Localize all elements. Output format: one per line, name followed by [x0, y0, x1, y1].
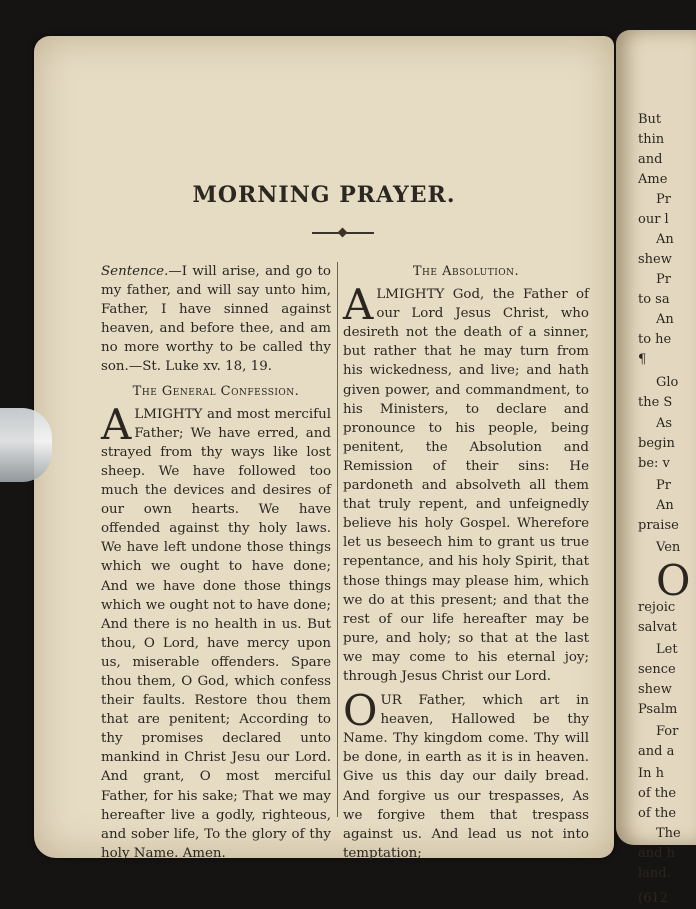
facing-page-line: to he: [638, 332, 672, 347]
facing-page-line: As: [656, 416, 673, 431]
confession-paragraph: [101, 399, 331, 863]
facing-page-line: of the: [638, 786, 677, 801]
facing-page-line: In h: [638, 766, 665, 781]
facing-page-line: and h: [638, 846, 675, 861]
facing-page-line: begin: [638, 436, 675, 451]
facing-page-line: shew: [638, 252, 672, 267]
facing-page-line: (612: [638, 891, 668, 906]
right-column: [343, 262, 589, 863]
facing-page-line: Psalm: [638, 702, 678, 717]
facing-page-line: An: [656, 498, 674, 513]
facing-page-line: to sa: [638, 292, 670, 307]
absolution-paragraph: [343, 280, 589, 686]
facing-page-line: praise: [638, 518, 679, 533]
facing-page-line: An: [656, 232, 674, 247]
sentence-label: Sentence.: [101, 264, 169, 279]
facing-page-line: Let: [656, 642, 678, 657]
facing-page-line: For: [656, 724, 679, 739]
page-title: MORNING PRAYER.: [192, 182, 456, 208]
facing-page-line: Ame: [638, 172, 668, 187]
column-divider: [337, 262, 338, 817]
facing-page-line: and: [638, 152, 663, 167]
facing-page-line: Pr: [656, 478, 671, 493]
facing-page-line: rejoic: [638, 600, 676, 615]
facing-page-line: and a: [638, 744, 675, 759]
facing-page-line: sence: [638, 662, 676, 677]
facing-page-line: shew: [638, 682, 672, 697]
sentence-text: —I will arise, and go to my father, and will say unto him, Father, I have sinned against heaven, and before thee, and am no more worthy to be called thy son.—St. Luke xv. 18, 19.: [101, 264, 331, 375]
facing-page-line: salvat: [638, 620, 677, 635]
facing-page-line: The: [656, 826, 681, 841]
facing-page-line: Pr: [656, 192, 671, 207]
absolution-text: LMIGHTY God, the Father of our Lord Jesus Christ, who desireth not the death of a sinner, but rather that he may turn from his wickedness, and live; and hath given power, and commandment, to his Ministers, to declare and pronounce to his people, being penitent, the Absolution and Remission of their sins: He pardoneth and absolveth all them that truly repent, and unfeignedly believe his holy Gospel. Wherefore let us beseech him to grant us true repentance, and his holy Spirit, that those things may please him, which we do at this present; and that the rest of our life hereafter may be pure, and holy; so that at the last we may come to his eternal joy; through Jesus Christ our Lord.: [343, 287, 589, 684]
facing-page-line: land.: [638, 866, 671, 881]
lords-prayer-paragraph: [343, 686, 589, 863]
lords-prayer-dropcap: O: [343, 686, 378, 736]
facing-page-line: the S: [638, 395, 673, 410]
facing-page-line: Pr: [656, 272, 671, 287]
absolution-heading: The Absolution.: [412, 264, 520, 279]
facing-page-line: An: [656, 312, 674, 327]
confession-text: LMIGHTY and most merciful Father; We have erred, and strayed from thy ways like lost sheep. We have followed too much the devices and desires of our own hearts. We have offended against thy holy laws. We have left undone those things which we ought to have done; And we have done those things which we ought not to have done; And there is no health in us. But thou, O Lord, have mercy upon us, miserable offenders. Spare thou them, O God, which confess their faults. Restore thou them that are penitent; According to thy promises declared unto mankind in Christ Jesu our Lord. And grant, O most merciful Father, for his sake; That we may hereafter live a godly, righteous, and sober life, To the glory of thy holy Name. Amen.: [101, 406, 331, 861]
facing-page-line: Ven: [656, 540, 681, 555]
facing-page-line: Glo: [656, 375, 679, 390]
confession-dropcap: A: [101, 399, 132, 449]
facing-page-line: O: [656, 556, 691, 605]
lords-prayer-text: UR Father, which art in heaven, Hallowed be thy Name. Thy kingdom come. Thy will be done, in earth as it is in heaven. Give us this day our daily bread. And forgive us our trespasses, As we forgive them that trespass against us. And lead us not into temptation;: [343, 693, 589, 861]
facing-page-line: ¶: [638, 352, 647, 367]
facing-page-line: be: v: [638, 456, 670, 471]
left-column: [101, 262, 331, 863]
absolution-dropcap: A: [343, 280, 374, 330]
page-clip: [0, 408, 52, 482]
facing-page-line: of the: [638, 806, 677, 821]
facing-page-line: our l: [638, 212, 669, 227]
confession-heading: The General Confession.: [132, 383, 300, 399]
sentence-paragraph: [101, 262, 331, 377]
facing-page-line: But: [638, 112, 662, 127]
facing-page-line: thin: [638, 132, 665, 147]
